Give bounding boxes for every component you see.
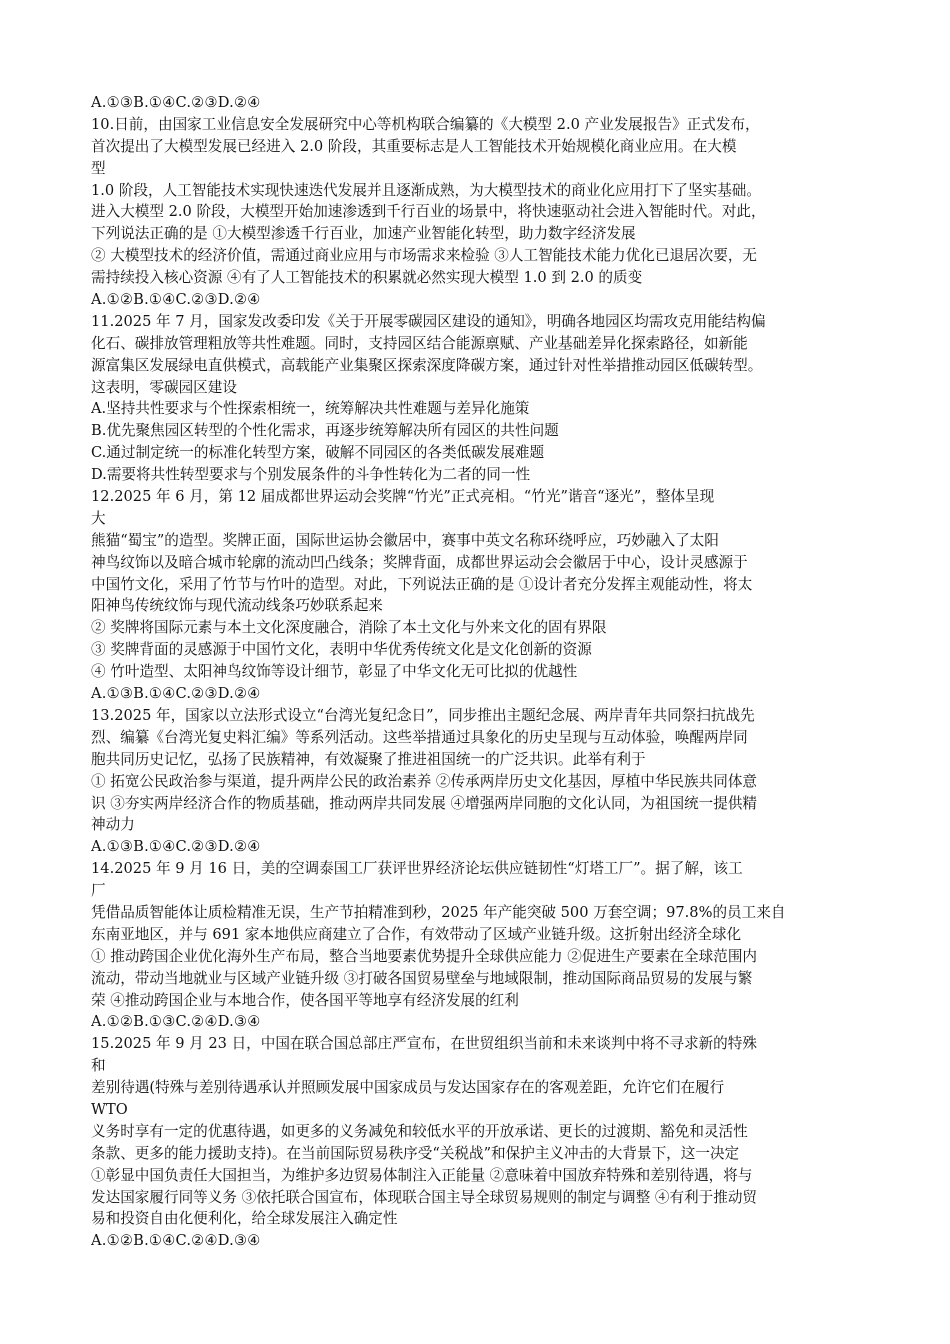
text-line: 识 ③夯实两岸经济合作的物质基础，推动两岸共同发展 ④增强两岸同胞的文化认同，为祖国统一提供精 <box>91 794 758 812</box>
text-line: 11.2025 年 7 月，国家发改委印发《关于开展零碳园区建设的通知》，明确各地园区均需攻克用能结构偏 <box>91 312 766 330</box>
text-line: 10.日前，由国家工业信息安全发展研究中心等机构联合编纂的《大模型 2.0 产业发展报告》正式发布， <box>91 115 760 133</box>
text-line: 这表明，零碳园区建设 <box>91 378 237 396</box>
text-line: ① 拓宽公民政治参与渠道，提升两岸公民的政治素养 ②传承两岸历史文化基因，厚植中华民族共同体意 <box>91 772 758 790</box>
text-line: 15.2025 年 9 月 23 日，中国在联合国总部庄严宣布，在世贸组织当前和未来谈判中将不寻求新的特殊 <box>91 1035 757 1053</box>
text-line: 熊猫“蜀宝”的造型。奖牌正面，国际世运协会徽居中，赛事中英文名称环绕呼应，巧妙融入了太阳 <box>91 531 719 549</box>
text-line: 需持续投入核心资源 ④有了人工智能技术的积累就必然实现大模型 1.0 到 2.0 的质变 <box>91 269 643 287</box>
text-line: 12.2025 年 6 月，第 12 届成都世界运动会奖牌“竹光”正式亮相。“竹光”谐音“逐光”，整体呈现 <box>91 488 715 506</box>
text-line: 流动，带动当地就业与区域产业链升级 ③打破各国贸易壁垒与地域限制，推动国际商品贸易的发展与繁 <box>91 969 753 987</box>
text-line: ② 奖牌将国际元素与本土文化深度融合，消除了本土文化与外来文化的固有界限 <box>91 619 607 637</box>
text-line: 东南亚地区，并与 691 家本地供应商建立了合作，有效带动了区域产业链升级。这折射出经济全球化 <box>91 925 742 943</box>
text-line: 差别待遇(特殊与差别待遇承认并照顾发展中国家成员与发达国家存在的客观差距，允许它们在履行 <box>91 1079 725 1097</box>
text-line: 义务时享有一定的优惠待遇，如更多的义务减免和较低水平的开放承诺、更长的过渡期、豁免和灵活性 <box>91 1122 748 1140</box>
text-line: 13.2025 年，国家以立法形式设立“台湾光复纪念日”，同步推出主题纪念展、两岸青年共同祭扫抗战先 <box>91 706 755 724</box>
text-line: 首次提出了大模型发展已经进入 2.0 阶段，其重要标志是人工智能技术开始规模化商业应用。在大模 <box>91 137 737 155</box>
text-line: 1.0 阶段，人工智能技术实现快速迭代发展并且逐渐成熟，为大模型技术的商业化应用打下了坚实基础。 <box>91 181 761 199</box>
text-line: A.①②B.①④C.②④D.③④ <box>91 1232 261 1250</box>
text-line: 中国竹文化，采用了竹节与竹叶的造型。对此，下列说法正确的是 ①设计者充分发挥主观能动性，将太 <box>91 575 753 593</box>
text-line: C.通过制定统一的标准化转型方案，破解不同园区的各类低碳发展难题 <box>91 444 545 462</box>
text-line: 和 <box>91 1057 106 1075</box>
text-line: 胞共同历史记忆，弘扬了民族精神，有效凝聚了推进祖国统一的广泛共识。此举有利于 <box>91 750 646 768</box>
text-line: ② 大模型技术的经济价值，需通过商业应用与市场需求来检验 ③人工智能技术能力优化已退居次要，无 <box>91 247 758 265</box>
text-line: 发达国家履行同等义务 ③依托联合国宣布，体现联合国主导全球贸易规则的制定与调整 ④有利于推动贸 <box>91 1188 758 1206</box>
text-line: 14.2025 年 9 月 16 日，美的空调泰国工厂获评世界经济论坛供应链韧性“灯塔工厂”。据了解，该工 <box>91 860 743 878</box>
text-line: ④ 竹叶造型、太阳神鸟纹饰等设计细节，彰显了中华文化无可比拟的优越性 <box>91 663 578 681</box>
text-line: B.优先聚焦园区转型的个性化需求，再逐步统筹解决所有园区的共性问题 <box>91 422 559 440</box>
text-line: A.①③B.①④C.②③D.②④ <box>91 685 261 703</box>
text-line: 厂 <box>91 882 106 900</box>
text-line: 荣 ④推动跨国企业与本地合作，使各国平等地享有经济发展的红利 <box>91 991 519 1009</box>
text-line: 型 <box>91 159 106 177</box>
text-line: ① 推动跨国企业优化海外生产布局，整合当地要素优势提升全球供应能力 ②促进生产要素在全球范围内 <box>91 947 758 965</box>
text-line: 凭借品质智能体让质检精准无误，生产节拍精准到秒，2025 年产能突破 500 万套空调；97.8%的员工来自 <box>91 903 786 921</box>
text-line: WTO <box>91 1100 128 1118</box>
text-line: A.①②B.①④C.②③D.②④ <box>91 291 261 309</box>
text-line: 进入大模型 2.0 阶段，大模型开始加速渗透到千行百业的场景中，将快速驱动社会进入智能时代。对此， <box>91 203 766 221</box>
text-line: A.①③B.①④C.②③D.②④ <box>91 838 261 856</box>
text-line: 源富集区发展绿电直供模式，高载能产业集聚区探索深度降碳方案，通过针对性举措推动园区低碳转型。 <box>91 356 763 374</box>
text-line: ③ 奖牌背面的灵感源于中国竹文化，表明中华优秀传统文化是文化创新的资源 <box>91 641 592 659</box>
text-line: 神鸟纹饰以及暗合城市轮廓的流动凹凸线条；奖牌背面，成都世界运动会会徽居于中心，设计灵感源于 <box>91 553 748 571</box>
text-line: 易和投资自由化便利化，给全球发展注入确定性 <box>91 1210 398 1228</box>
text-line: 大 <box>91 509 106 527</box>
text-line: 烈、编纂《台湾光复史料汇编》等系列活动。这些举措通过具象化的历史呈现与互动体验，唤醒两岸同 <box>91 728 748 746</box>
text-line: 化石、碳排放管理粗放等共性难题。同时，支持园区结合能源禀赋、产业基础差异化探索路径，如新能 <box>91 334 748 352</box>
text-line: A.坚持共性要求与个性探索相统一，统筹解决共性难题与差异化施策 <box>91 400 530 418</box>
text-line: 下列说法正确的是 ①大模型渗透千行百业，加速产业智能化转型，助力数字经济发展 <box>91 225 636 243</box>
text-line: 条款、更多的能力援助支持)。在当前国际贸易秩序受“关税战”和保护主义冲击的大背景下，这一决定 <box>91 1144 740 1162</box>
text-line: ①彰显中国负责任大国担当，为维护多边贸易体制注入正能量 ②意味着中国放弃特殊和差别待遇，将与 <box>91 1166 753 1184</box>
text-line: D.需要将共性转型要求与个别发展条件的斗争性转化为二者的同一性 <box>91 466 531 484</box>
text-line: A.①③B.①④C.②③D.②④ <box>91 94 261 111</box>
document-page <box>91 92 866 1252</box>
text-line: 神动力 <box>91 816 135 834</box>
text-line: 阳神鸟传统纹饰与现代流动线条巧妙联系起来 <box>91 597 383 615</box>
text-line: A.①②B.①③C.②④D.③④ <box>91 1013 261 1031</box>
